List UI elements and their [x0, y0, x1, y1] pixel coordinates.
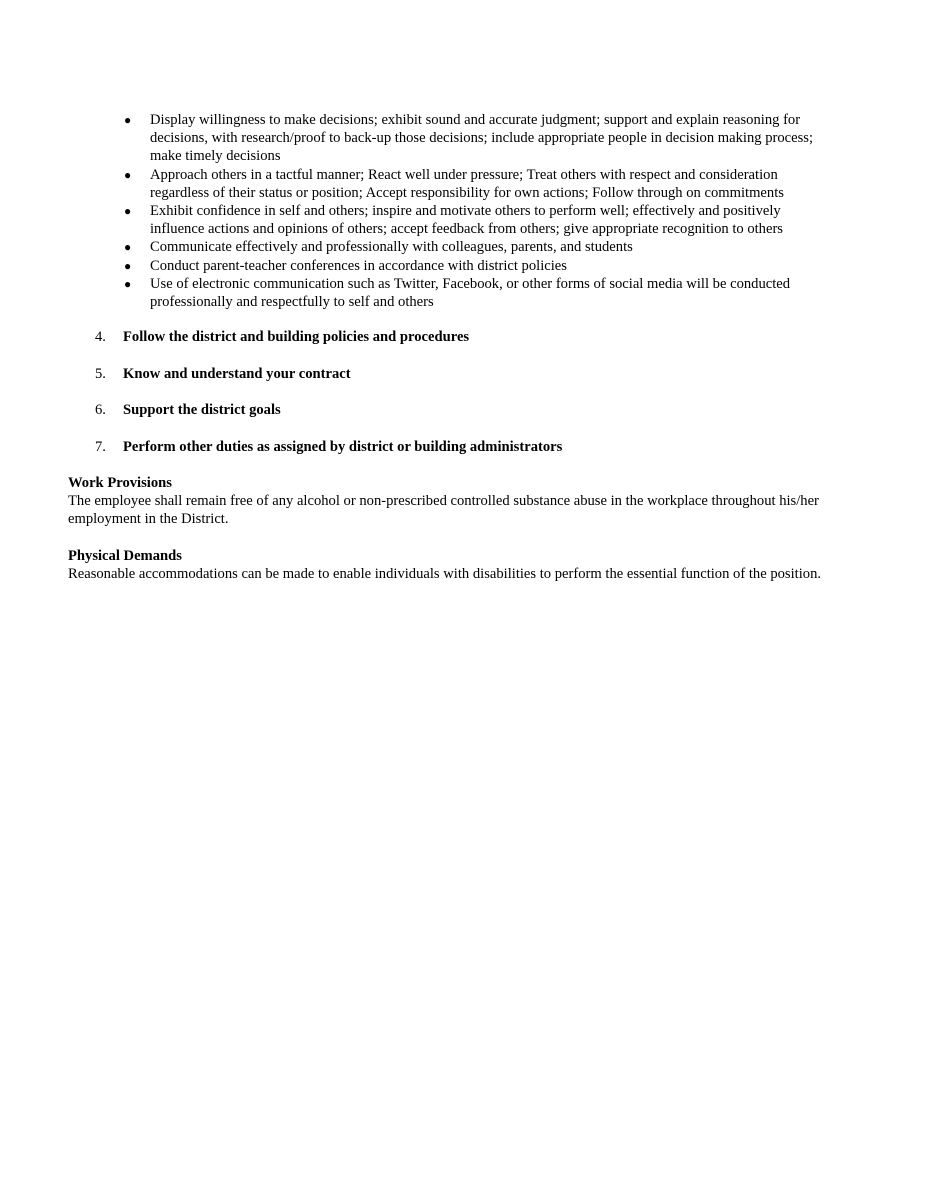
- numbered-item: [95, 328, 815, 346]
- bullet-icon: ●: [124, 167, 132, 182]
- work-provisions-heading: Work Provisions: [68, 475, 172, 491]
- list-item: [124, 238, 824, 256]
- list-item: [124, 257, 824, 275]
- list-item: [124, 275, 824, 311]
- bullet-text: Communicate effectively and professionally with colleagues, parents, and students: [150, 239, 633, 256]
- item-number: 4.: [95, 329, 106, 345]
- work-provisions-body: The employee shall remain free of any alcohol or non-prescribed controlled substance abuse in the workplace throughout his/her employment in the District.: [68, 493, 819, 528]
- bullet-icon: ●: [124, 204, 132, 219]
- physical-demands-heading: Physical Demands: [68, 548, 182, 564]
- numbered-item: [95, 365, 815, 383]
- item-number: 5.: [95, 365, 106, 382]
- bullet-text: Use of electronic communication such as Twitter, Facebook, or other forms of social media will be conducted professionally and respectfully to self and others: [150, 275, 791, 311]
- numbered-item: [95, 438, 815, 456]
- responsibilities-bullet-list: [124, 111, 824, 311]
- item-text: Follow the district and building policies and procedures: [123, 329, 470, 345]
- list-item: [124, 111, 824, 166]
- bullet-icon: ●: [124, 113, 132, 127]
- work-provisions-section: [68, 474, 828, 529]
- item-text: Perform other duties as assigned by district or building administrators: [123, 438, 563, 455]
- bullet-text: Approach others in a tactful manner; React well under pressure; Treat others with respect and consideration regardless of their status or position; Accept responsibility for own actions; Follow through on commitments: [150, 166, 784, 201]
- physical-demands-section: [68, 547, 828, 583]
- item-number: 7.: [95, 438, 106, 455]
- item-text: Support the district goals: [123, 402, 281, 419]
- physical-demands-body: Reasonable accommodations can be made to enable individuals with disabilities to perform the essential function of the position.: [68, 566, 822, 583]
- list-item: [124, 166, 824, 202]
- numbered-item: [95, 401, 815, 419]
- bullet-icon: ●: [124, 240, 132, 255]
- bullet-text: Conduct parent-teacher conferences in accordance with district policies: [150, 257, 567, 274]
- item-text: Know and understand your contract: [123, 365, 351, 382]
- bullet-icon: ●: [124, 258, 132, 273]
- list-item: [124, 202, 824, 238]
- bullet-text: Exhibit confidence in self and others; inspire and motivate others to perform well; effectively and positively influence actions and opinions of others; accept feedback from others; give appropriate recognition to others: [150, 203, 783, 238]
- bullet-icon: ●: [124, 276, 132, 291]
- bullet-text: Display willingness to make decisions; exhibit sound and accurate judgment; support and explain reasoning for decisions, with research/proof to back-up those decisions; include appropriate people in decision making process; make timely decisions: [150, 112, 814, 165]
- duties-numbered-list: [95, 328, 815, 474]
- item-number: 6.: [95, 402, 106, 419]
